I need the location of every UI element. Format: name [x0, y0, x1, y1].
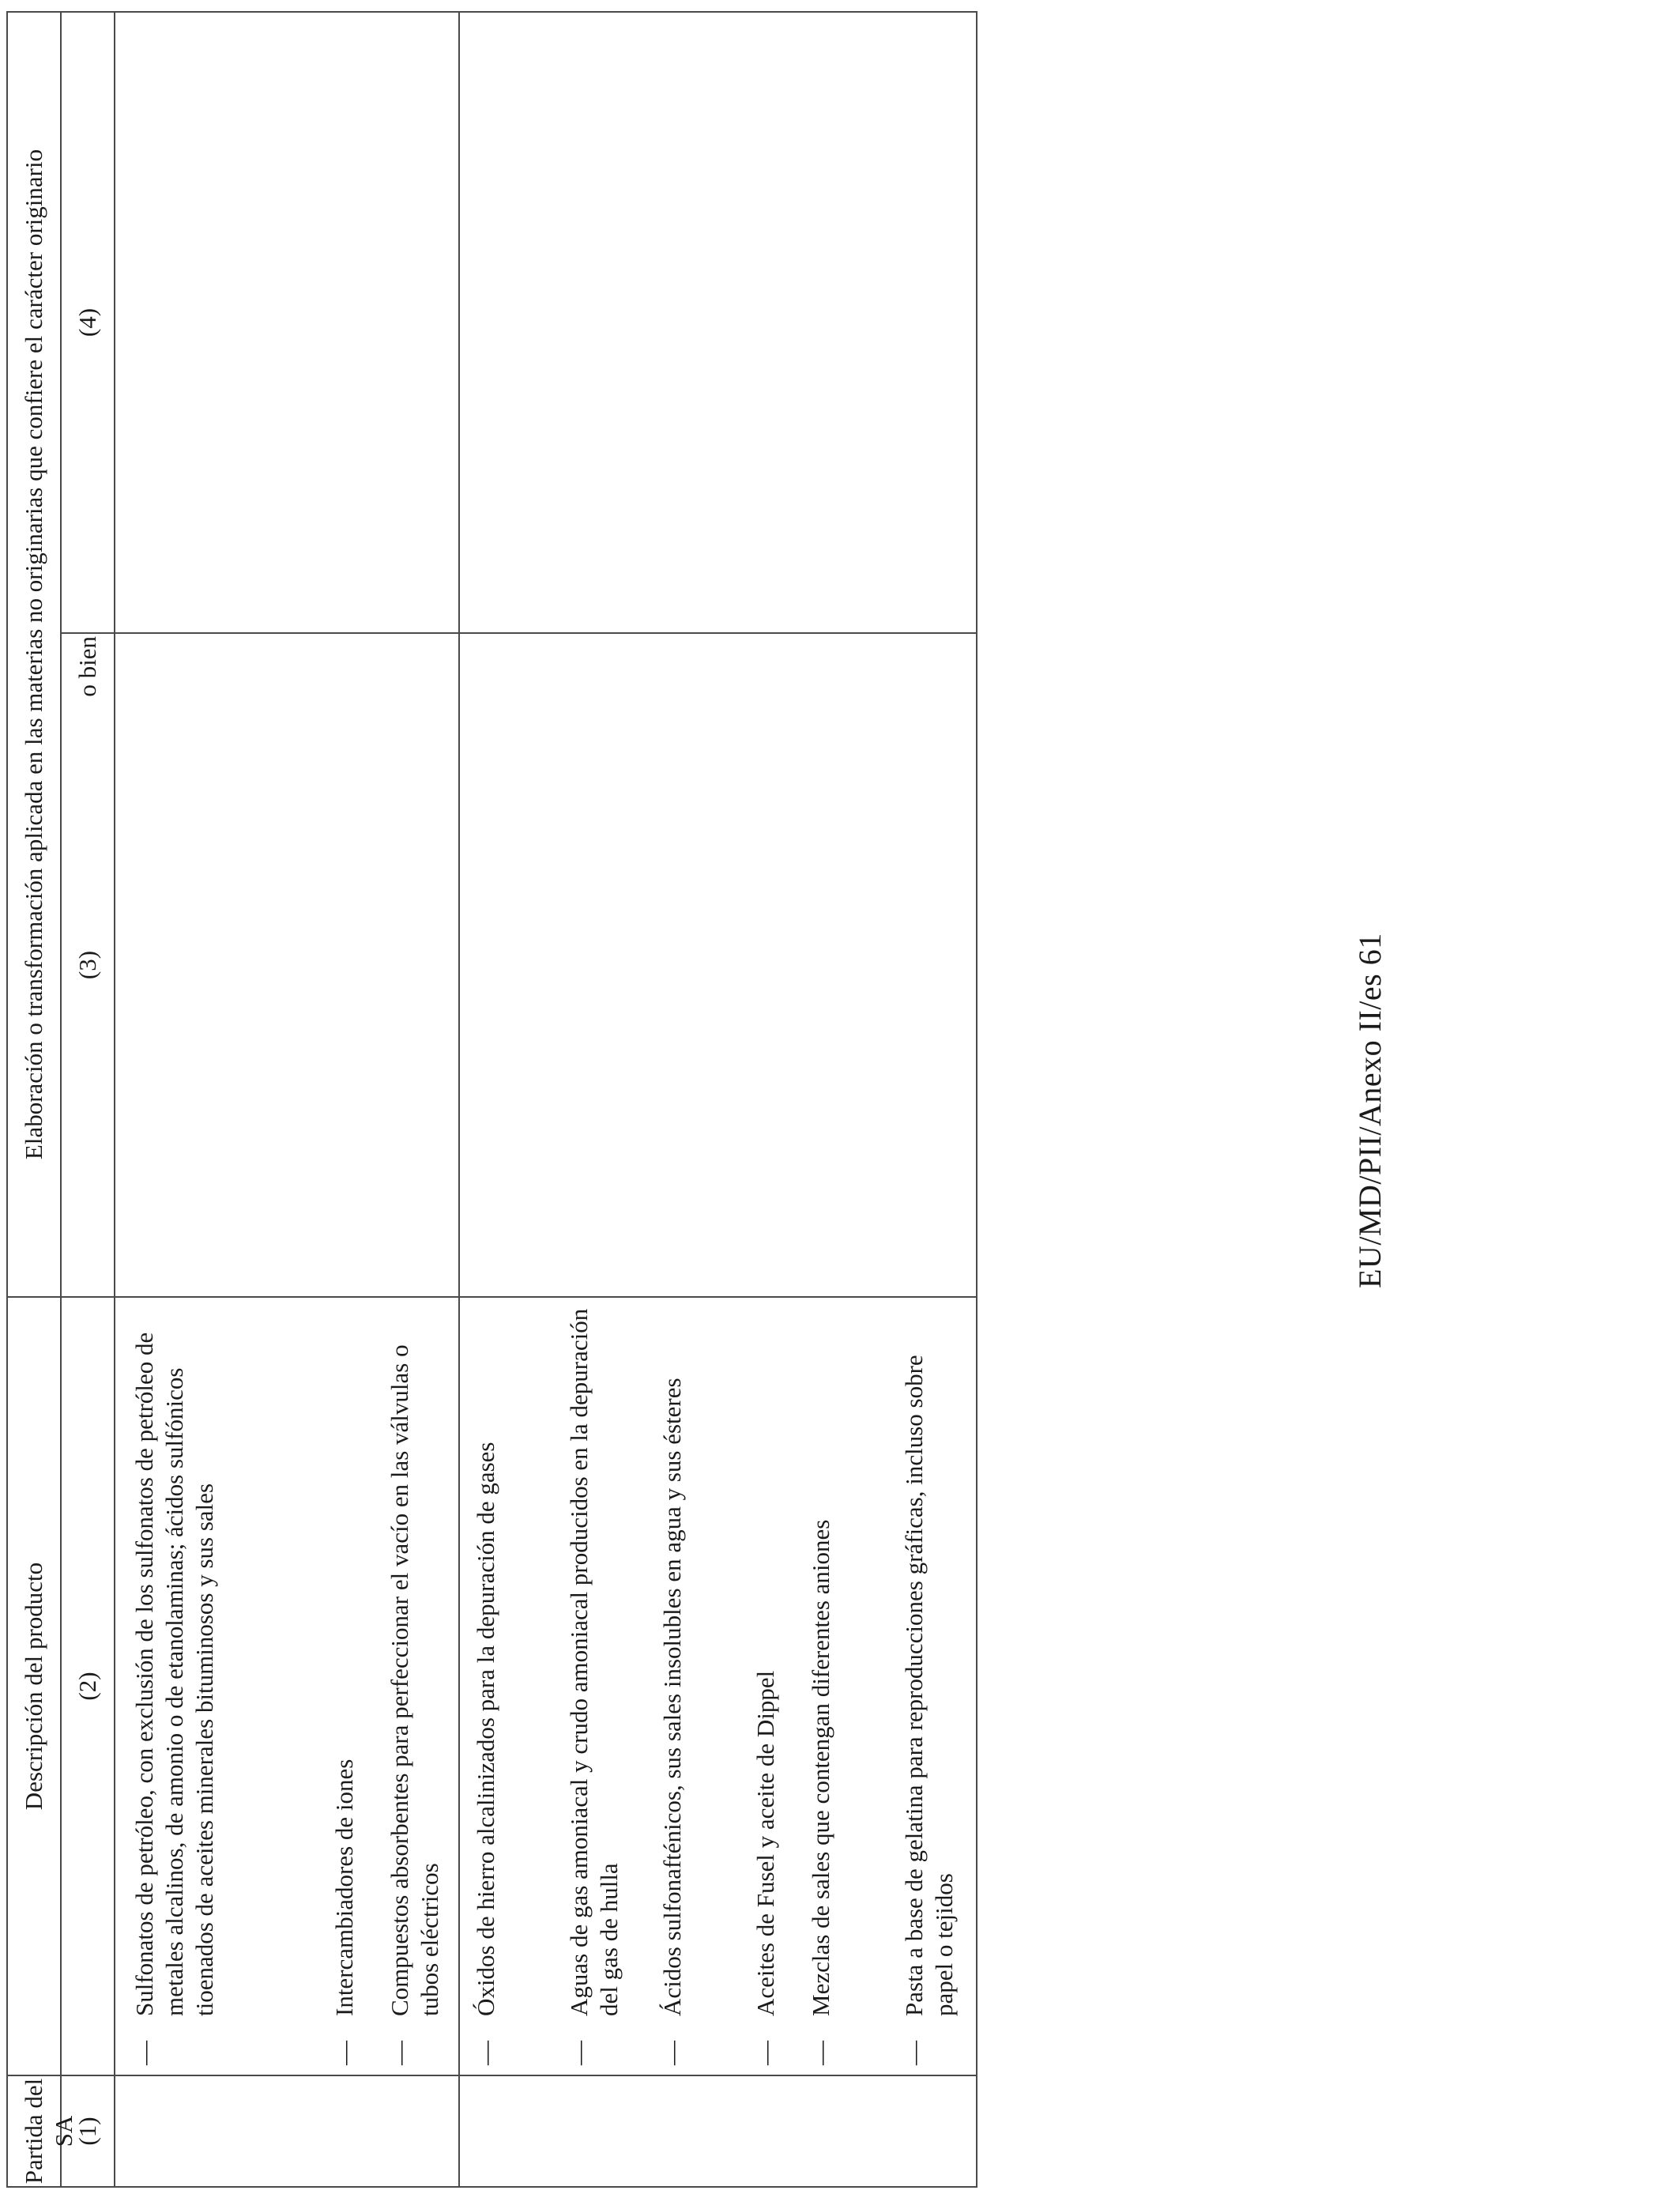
header-elaboracion: Elaboración o transformación aplicada en las materias no originarias que confiere el carácter originario — [20, 149, 47, 1160]
item-text: Ácidos sulfonafténicos, sus sales insolubles en agua y sus ésteres — [658, 1378, 686, 2016]
item-text: Óxidos de hierro alcalinizados para la depuración de gases — [472, 1442, 499, 2016]
item-text: Intercambiadores de iones — [330, 1759, 358, 2016]
item-text: Sulfonatos de petróleo, con exclusión de los sulfonatos de petróleo de metales alcalinos, de amonio o de etanolaminas; ácidos sulfónicos tioenados de aceites minerales bituminosos y sus sales — [130, 1332, 218, 2016]
row2-item-5 — [806, 1306, 836, 2065]
row1-item-1 — [130, 1306, 220, 2065]
item-text: Pasta a base de gelatina para reproducciones gráficas, incluso sobre papel o tejidos — [900, 1355, 958, 2016]
item-text: Compuestos absorbentes para perfeccionar el vacío en las válvulas o tubos eléctricos — [386, 1344, 443, 2016]
header-descripcion: Descripción del producto — [20, 1562, 47, 1811]
col-divider-3 — [60, 632, 977, 634]
row2-item-3 — [657, 1306, 687, 2065]
dash: — — [751, 2041, 779, 2065]
row2-item-6 — [899, 1306, 959, 2065]
subheader-2: (2) — [73, 1672, 101, 1701]
col-divider-1 — [6, 2075, 977, 2076]
dash: — — [330, 2041, 358, 2065]
header-partida: Partida del SA — [20, 2078, 77, 2185]
item-text: Mezclas de sales que contengan diferentes aniones — [807, 1519, 834, 2016]
table-border-bottom — [976, 13, 977, 2188]
row2-item-4 — [751, 1306, 781, 2065]
subheader-3: (3) — [73, 950, 101, 980]
subheader-1: (1) — [73, 2117, 101, 2146]
col-divider-2 — [6, 1296, 977, 1298]
row-rule — [458, 13, 460, 2188]
dash: — — [472, 2041, 499, 2065]
dash: — — [807, 2041, 834, 2065]
dash: — — [565, 2041, 593, 2065]
row1-item-3 — [385, 1306, 445, 2065]
item-text: Aguas de gas amoniacal y crudo amoniacal producidos en la depuración del gas de hulla — [565, 1308, 623, 2016]
dash: — — [658, 2041, 686, 2065]
dash: — — [900, 2041, 928, 2065]
row2-item-1 — [471, 1306, 501, 2065]
table-border-top — [6, 13, 8, 2188]
page-footer: EU/MD/PII/Anexo II/es 61 — [1352, 933, 1388, 1288]
table-border-left — [6, 2186, 977, 2188]
item-text: Aceites de Fusel y aceite de Dippel — [751, 1670, 779, 2016]
header-rule-2 — [114, 13, 115, 2188]
header-rule-1 — [60, 13, 62, 2188]
row1-item-2 — [330, 1306, 360, 2065]
dash: — — [386, 2041, 413, 2065]
subheader-or: o bien — [73, 636, 101, 697]
rules-table — [6, 0, 976, 2188]
row2-item-2 — [564, 1306, 624, 2065]
subheader-4: (4) — [73, 307, 101, 337]
table-border-right — [6, 11, 977, 13]
dash: — — [130, 2041, 158, 2065]
